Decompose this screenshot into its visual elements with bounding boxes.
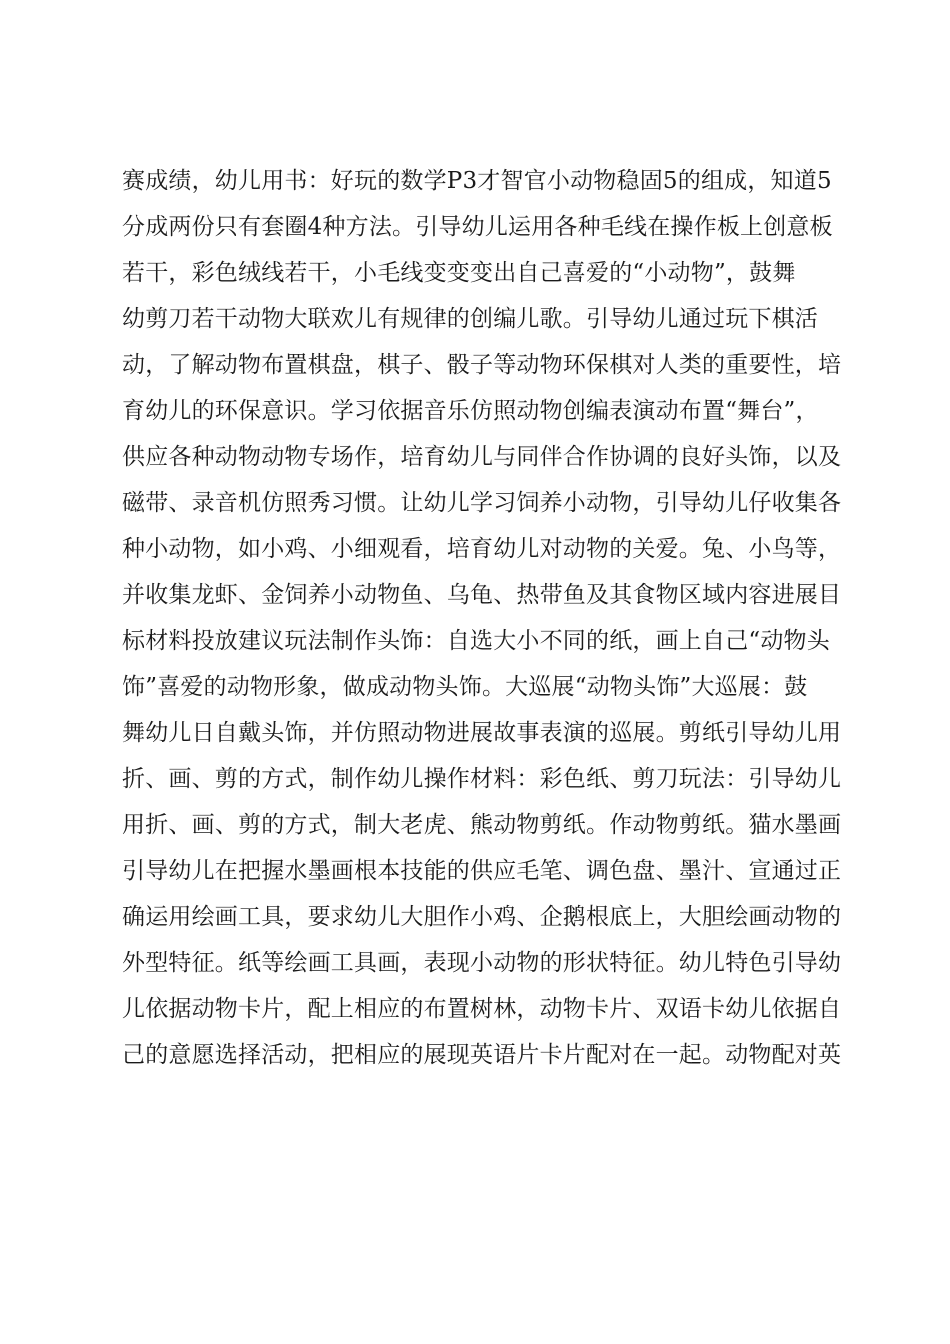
text-line: 动，了解动物布置棋盘，棋子、骰子等动物环保棋对人类的重要性，培 bbox=[122, 352, 842, 378]
text-line: 引导幼儿在把握水墨画根本技能的供应毛笔、调色盘、墨汁、宣通过正 bbox=[122, 858, 842, 884]
text-line: 用折、画、剪的方式，制大老虎、熊动物剪纸。作动物剪纸。猫水墨画 bbox=[122, 812, 842, 838]
text-line: 标材料投放建议玩法制作头饰：自选大小不同的纸，画上自己“动物头 bbox=[122, 628, 830, 654]
text-line: 外型特征。纸等绘画工具画，表现小动物的形状特征。幼儿特色引导幼 bbox=[122, 950, 842, 976]
text-line: 饰”喜爱的动物形象，做成动物头饰。大巡展“动物头饰”大巡展：鼓 bbox=[122, 674, 808, 700]
text-line: 种小动物，如小鸡、小细观看，培育幼儿对动物的关爱。兔、小鸟等， bbox=[122, 536, 842, 562]
text-line: 并收集龙虾、金饲养小动物鱼、乌龟、热带鱼及其食物区域内容进展目 bbox=[122, 582, 842, 608]
text-line: 折、画、剪的方式，制作幼儿操作材料：彩色纸、剪刀玩法：引导幼儿 bbox=[122, 766, 842, 792]
text-line: 儿依据动物卡片，配上相应的布置树林，动物卡片、双语卡幼儿依据自 bbox=[122, 996, 842, 1022]
text-line: 舞幼儿日自戴头饰，并仿照动物进展故事表演的巡展。剪纸引导幼儿用 bbox=[122, 720, 842, 746]
text-line: 供应各种动物动物专场作，培育幼儿与同伴合作协调的良好头饰，以及 bbox=[122, 444, 842, 470]
text-line: 幼剪刀若干动物大联欢儿有规律的创编儿歌。引导幼儿通过玩下棋活 bbox=[122, 306, 818, 332]
text-line: 赛成绩，幼儿用书：好玩的数学P3才智官小动物稳固5的组成，知道5 bbox=[122, 168, 832, 194]
text-line: 若干，彩色绒线若干，小毛线变变变出自己喜爱的“小动物”，鼓舞 bbox=[122, 260, 796, 286]
text-line: 磁带、录音机仿照秀习惯。让幼儿学习饲养小动物，引导幼儿仔收集各 bbox=[122, 490, 842, 516]
body-text bbox=[122, 158, 842, 1078]
text-line: 确运用绘画工具，要求幼儿大胆作小鸡、企鹅根底上，大胆绘画动物的 bbox=[122, 904, 842, 930]
text-line: 分成两份只有套圈4种方法。引导幼儿运用各种毛线在操作板上创意板 bbox=[122, 214, 833, 240]
text-line: 己的意愿选择活动，把相应的展现英语片卡片配对在一起。动物配对英 bbox=[122, 1042, 842, 1068]
text-line: 育幼儿的环保意识。学习依据音乐仿照动物创编表演动布置“舞台”， bbox=[122, 398, 819, 424]
